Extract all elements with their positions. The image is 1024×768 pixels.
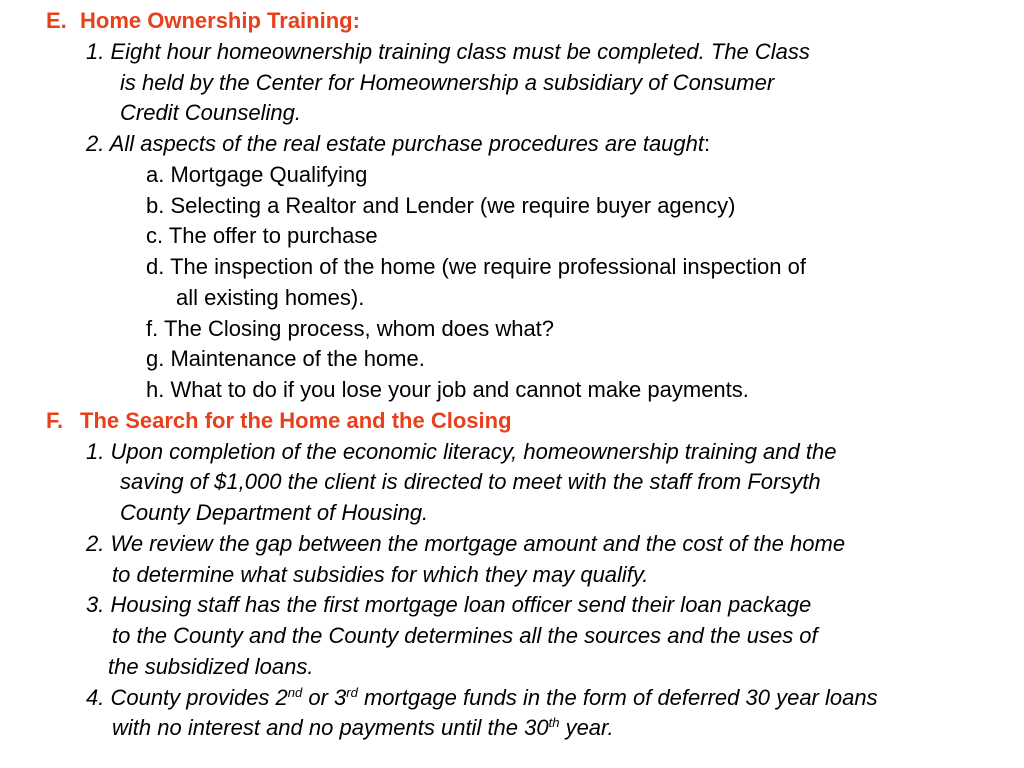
- section-f-item1-line2: saving of $1,000 the client is directed to meet with the staff from Forsyth: [120, 469, 821, 494]
- section-e-item2-text: 2. All aspects of the real estate purchase procedures are taught: [86, 131, 704, 156]
- section-e-item1-line2: is held by the Center for Homeownership a subsidiary of Consumer: [120, 70, 775, 95]
- subitem-d-line2: all existing homes).: [176, 285, 365, 310]
- section-e-heading: [46, 8, 360, 34]
- section-e-item1-line1: 1. Eight hour homeownership training class must be completed. The Class: [86, 39, 810, 64]
- subitem-h: h. What to do if you lose your job and cannot make payments.: [146, 377, 749, 402]
- section-f-item4-line2: [112, 715, 614, 741]
- subitem-b: b. Selecting a Realtor and Lender (we require buyer agency): [146, 193, 736, 218]
- section-f-heading: [46, 408, 512, 434]
- item4-sup-nd: nd: [287, 685, 303, 700]
- item4-line1-part-a: 4. County provides 2: [86, 685, 288, 710]
- section-f-item4-line1: [86, 685, 878, 711]
- section-f-item3-line3: the subsidized loans.: [108, 654, 314, 679]
- section-f-title: The Search for the Home and the Closing: [80, 408, 512, 433]
- section-f-item2-line2: to determine what subsidies for which they may qualify.: [112, 562, 649, 587]
- section-e-marker: E.: [46, 8, 67, 33]
- section-f-item2-line1: 2. We review the gap between the mortgage amount and the cost of the home: [86, 531, 846, 556]
- subitem-f: f. The Closing process, whom does what?: [146, 316, 555, 341]
- item4-line1-part-b: or 3: [302, 685, 347, 710]
- section-e-item2-colon: :: [704, 131, 711, 156]
- section-e-title: Home Ownership Training:: [80, 8, 360, 33]
- item4-line2-part-a: with no interest and no payments until the 30: [112, 715, 549, 740]
- subitem-a: a. Mortgage Qualifying: [146, 162, 368, 187]
- section-e-item2: [86, 131, 710, 157]
- item4-line1-part-c: mortgage funds in the form of deferred 30 year loans: [357, 685, 878, 710]
- section-f-item1-line1: 1. Upon completion of the economic literacy, homeownership training and the: [86, 439, 837, 464]
- section-f-item1-line3: County Department of Housing.: [120, 500, 429, 525]
- section-f-marker: F.: [46, 408, 64, 433]
- section-f-item3-line1: 3. Housing staff has the first mortgage loan officer send their loan package: [86, 592, 812, 617]
- subitem-c: c. The offer to purchase: [146, 223, 378, 248]
- subitem-d-line1: d. The inspection of the home (we require professional inspection of: [146, 254, 806, 279]
- subitem-g: g. Maintenance of the home.: [146, 346, 425, 371]
- item4-sup-th: th: [548, 715, 560, 730]
- section-f-item3-line2: to the County and the County determines all the sources and the uses of: [112, 623, 818, 648]
- item4-line2-part-b: year.: [559, 715, 614, 740]
- section-e-item1-line3: Credit Counseling.: [120, 100, 301, 125]
- item4-sup-rd: rd: [346, 685, 358, 700]
